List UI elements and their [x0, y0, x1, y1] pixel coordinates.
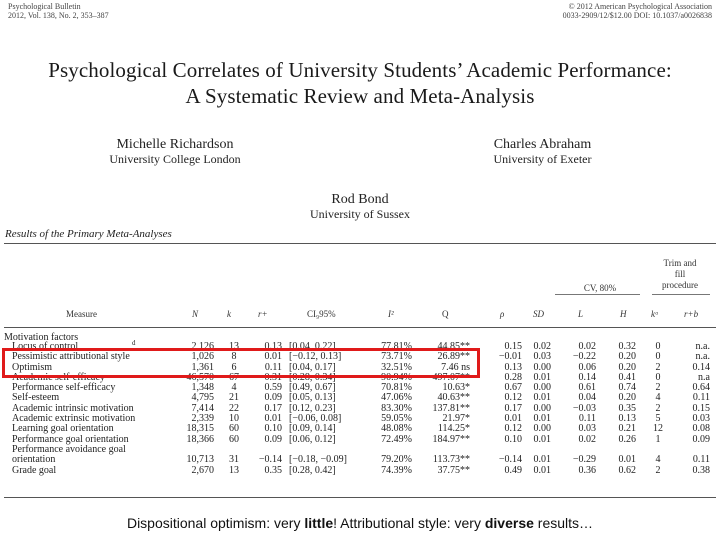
author-affiliation: University College London: [109, 152, 241, 166]
author-affiliation: University of Exeter: [493, 152, 592, 166]
cell-rho: 0.12: [504, 423, 522, 435]
cell-q: 26.89**: [437, 351, 470, 363]
cell-rb: 0.11: [692, 392, 710, 404]
cell-q: 21.97*: [442, 413, 470, 425]
cell-sd: 0.03: [533, 351, 551, 363]
table-row: [4, 455, 716, 465]
cell-i2: 74.39%: [381, 464, 412, 476]
cell-k: 4: [231, 382, 237, 394]
col-header-rb: r+b: [684, 309, 699, 319]
cell-l: 0.11: [578, 413, 596, 425]
cell-k2: 1: [655, 433, 661, 445]
cell-r: 0.59: [264, 382, 282, 394]
cell-ci: [0.04, 0.17]: [289, 361, 336, 373]
cell-measure: Learning goal orientation: [12, 423, 114, 435]
cell-i2: 83.30%: [381, 402, 412, 414]
cell-sd: 0.01: [533, 433, 551, 445]
cell-ci: [−0.18, −0.09]: [289, 454, 347, 466]
cell-rb: n.a.: [695, 351, 710, 363]
cell-l: 0.06: [578, 361, 596, 373]
cell-k: 13: [229, 341, 239, 352]
col-header-k2: kᵃ: [651, 309, 659, 319]
cell-sd: 0.01: [533, 464, 551, 476]
cell-n: 1,026: [191, 351, 214, 363]
cell-measure: Performance goal orientation: [12, 433, 129, 445]
cell-k: 22: [229, 402, 239, 414]
cell-measure: Grade goal: [12, 464, 57, 476]
cell-k2: 12: [653, 423, 663, 435]
trim-rule: [652, 294, 710, 295]
cell-l: 0.02: [578, 433, 596, 445]
cell-rb: 0.64: [692, 382, 710, 394]
cell-measure: orientation: [12, 454, 56, 466]
cell-q: 114.25*: [437, 423, 470, 435]
cell-k: 8: [231, 351, 237, 363]
highlight-box: [2, 348, 480, 378]
cell-q: 10.63*: [442, 382, 470, 394]
table-row: [4, 383, 716, 393]
cell-k2: 4: [655, 454, 661, 466]
author-block: [100, 137, 250, 167]
cell-r: 0.35: [264, 464, 282, 476]
cell-k: 60: [229, 423, 239, 435]
cell-k: 67: [229, 371, 239, 383]
cell-l: 0.14: [578, 371, 596, 383]
cell-r: 0.09: [264, 433, 282, 445]
cell-rho: 0.01: [504, 413, 522, 425]
cell-rb: 0.03: [692, 413, 710, 425]
caption-part3: results…: [533, 515, 594, 531]
cell-rb: 0.15: [692, 402, 710, 414]
cell-sd: 0.01: [533, 413, 551, 425]
cell-l: −0.29: [572, 454, 596, 466]
cell-measure: Performance self-efficacy: [12, 382, 116, 394]
cell-rho: 0.28: [504, 371, 522, 383]
cell-k2: 0: [655, 371, 661, 383]
cell-n: 2,339: [191, 413, 214, 425]
col-header-rho: ρ: [500, 309, 505, 319]
cell-r: −0.14: [258, 454, 282, 466]
cell-sd: 0.00: [533, 361, 551, 373]
cell-r: 0.01: [264, 351, 282, 363]
cell-rho: 0.67: [504, 382, 522, 394]
category-label: Motivation factors: [4, 332, 79, 343]
cell-h: 0.26: [618, 433, 636, 445]
caption-part1: Dispositional optimism: very: [126, 515, 305, 531]
col-header-n: N: [192, 309, 199, 319]
cell-ci: [0.09, 0.14]: [289, 423, 336, 435]
cell-rho: 0.10: [504, 433, 522, 445]
cell-rho: 0.17: [504, 402, 522, 414]
table-top-rule: [4, 243, 716, 244]
cell-measure: Performance avoidance goal: [12, 443, 126, 455]
cell-measure: Locus of control: [12, 341, 79, 352]
author-name: Charles Abraham: [493, 137, 592, 152]
col-header-i2: I²: [388, 309, 394, 319]
cv-group-header: CV, 80%: [583, 283, 617, 293]
cell-measure: Self-esteem: [12, 392, 60, 404]
cell-sd: 0.01: [533, 371, 551, 383]
cell-h: 0.32: [618, 341, 636, 352]
cell-q: 7.46 ns: [441, 361, 470, 373]
cell-h: 0.01: [618, 454, 636, 466]
cell-l: −0.22: [572, 351, 596, 363]
cell-l: 0.04: [578, 392, 596, 404]
table-row: [4, 445, 716, 455]
cell-rb: n.a.: [695, 341, 710, 352]
cell-r: 0.13: [264, 341, 282, 352]
cell-k: 21: [229, 392, 239, 404]
cell-rho: 0.49: [504, 464, 522, 476]
cell-n: 4,795: [191, 392, 214, 404]
cell-ci: [0.04, 0.22]: [289, 341, 336, 352]
cell-n: 1,348: [191, 382, 214, 394]
cell-ci: [0.49, 0.67]: [289, 382, 336, 394]
author-affiliation: University of Sussex: [310, 207, 410, 221]
slide-caption: [0, 515, 720, 531]
cell-l: 0.02: [578, 341, 596, 352]
cell-i2: 59.05%: [381, 413, 412, 425]
cell-sd: 0.00: [533, 382, 551, 394]
cell-i2: 90.94%: [381, 371, 412, 383]
cell-k: 6: [231, 361, 237, 373]
cell-n: 2,670: [191, 464, 214, 476]
cell-k2: 2: [655, 382, 661, 394]
header-bottom-rule: [4, 327, 716, 328]
cell-q: 184.97**: [432, 433, 470, 445]
cell-sd: 0.02: [533, 341, 551, 352]
cell-sup: d: [132, 339, 136, 347]
cell-k: 13: [229, 464, 239, 476]
cell-rho: −0.01: [498, 351, 522, 363]
cell-rb: 0.08: [692, 423, 710, 435]
caption-emphasis-diverse: diverse: [484, 515, 534, 531]
cell-q: 37.75**: [437, 464, 470, 476]
table-row: [4, 466, 716, 476]
cell-ci: [0.12, 0.23]: [289, 402, 336, 414]
cell-rb: n.a: [698, 371, 710, 383]
author-name: Michelle Richardson: [116, 137, 234, 152]
cell-q: 113.73**: [432, 454, 470, 466]
cell-k2: 4: [655, 392, 661, 404]
cell-r: 0.11: [264, 361, 282, 373]
col-header-h: H: [620, 309, 627, 319]
cell-sd: 0.01: [533, 454, 551, 466]
cv-rule: [555, 294, 640, 295]
cell-rho: 0.13: [504, 361, 522, 373]
cell-h: 0.20: [618, 361, 636, 373]
cell-i2: 73.71%: [381, 351, 412, 363]
cell-ci: [0.28, 0.42]: [289, 464, 336, 476]
caption-part2: ! Attributional style: very: [333, 515, 485, 531]
cell-i2: 32.51%: [381, 361, 412, 373]
doi-line: 0033-2909/12/$12.00 DOI: 10.1037/a0026838: [562, 11, 712, 20]
cell-k: 60: [229, 433, 239, 445]
cell-n: 10,713: [186, 454, 214, 466]
col-header-l: L: [578, 309, 584, 319]
cell-sd: 0.00: [533, 402, 551, 414]
cell-r: 0.01: [264, 413, 282, 425]
cell-measure: Academic self-efficacy: [12, 371, 105, 383]
journal-name: Psychological Bulletin: [8, 2, 81, 11]
copyright-line: © 2012 American Psychological Association: [568, 2, 712, 11]
cell-i2: 72.49%: [381, 433, 412, 445]
cell-k2: 5: [655, 413, 661, 425]
cell-n: 18,315: [186, 423, 214, 435]
author-block: [290, 192, 430, 222]
col-header-measure: Measure: [66, 309, 97, 319]
cell-rho: 0.15: [504, 341, 522, 352]
col-header-r: r+: [258, 309, 268, 319]
cell-n: 46,570: [186, 371, 214, 383]
cell-n: 7,414: [191, 402, 214, 414]
col-header-k: k: [227, 309, 231, 319]
author-name: Rod Bond: [331, 192, 389, 207]
cell-rho: −0.14: [498, 454, 522, 466]
author-block: [470, 137, 615, 167]
cell-ci: [−0.12, 0.13]: [289, 351, 342, 363]
cell-k2: 2: [655, 464, 661, 476]
cell-rb: 0.38: [692, 464, 710, 476]
cell-i2: 70.81%: [381, 382, 412, 394]
cell-n: 2,126: [191, 341, 214, 352]
cell-measure: Pessimistic attributional style: [12, 351, 130, 363]
col-header-ci: CI₉95%: [307, 309, 336, 319]
cell-q: 137.81**: [432, 402, 470, 414]
cell-k: 31: [229, 454, 239, 466]
cell-h: 0.13: [618, 413, 636, 425]
cell-h: 0.35: [618, 402, 636, 414]
cell-ci: [−0.06, 0.08]: [289, 413, 342, 425]
journal-header-right: [563, 2, 712, 20]
cell-h: 0.20: [618, 392, 636, 404]
cell-sd: 0.01: [533, 392, 551, 404]
cell-k2: 2: [655, 402, 661, 414]
cell-i2: 47.06%: [381, 392, 412, 404]
cell-h: 0.62: [618, 464, 636, 476]
cell-q: 497.07**: [432, 371, 470, 383]
cell-ci: [0.28, 0.34]: [289, 371, 336, 383]
paper-title-line2: A Systematic Review and Meta-Analysis: [185, 84, 535, 108]
cell-n: 1,361: [191, 361, 214, 373]
cell-i2: 77.81%: [381, 341, 412, 352]
cell-i2: 79.20%: [381, 454, 412, 466]
cell-rb: 0.11: [692, 454, 710, 466]
cell-r: 0.10: [264, 423, 282, 435]
cell-h: 0.20: [618, 351, 636, 363]
cell-sd: 0.00: [533, 423, 551, 435]
cell-h: 0.74: [618, 382, 636, 394]
cell-l: 0.03: [578, 423, 596, 435]
cell-k: 10: [229, 413, 239, 425]
cell-l: 0.61: [578, 382, 596, 394]
cell-h: 0.21: [618, 423, 636, 435]
cell-rb: 0.14: [692, 361, 710, 373]
cell-h: 0.41: [618, 371, 636, 383]
cell-l: −0.03: [572, 402, 596, 414]
cell-rb: 0.09: [692, 433, 710, 445]
cell-q: 44.85**: [437, 341, 470, 352]
cell-n: 18,366: [186, 433, 214, 445]
caption-emphasis-little: little: [304, 515, 334, 531]
cell-q: 40.63**: [437, 392, 470, 404]
col-header-q: Q: [442, 309, 449, 319]
cell-l: 0.36: [578, 464, 596, 476]
cell-measure: Academic extrinsic motivation: [12, 413, 136, 425]
cell-ci: [0.05, 0.13]: [289, 392, 336, 404]
cell-measure: Academic intrinsic motivation: [12, 402, 134, 414]
cell-k2: 0: [655, 341, 661, 352]
trim-fill-header: Trim and fill procedure: [662, 258, 698, 290]
cell-r: 0.09: [264, 392, 282, 404]
journal-header-left: [8, 2, 109, 20]
cell-k2: 2: [655, 361, 661, 373]
cell-k2: 0: [655, 351, 661, 363]
col-header-sd: SD: [533, 309, 544, 319]
journal-volume: 2012, Vol. 138, No. 2, 353–387: [8, 11, 109, 20]
cell-r: 0.31: [264, 371, 282, 383]
table-bottom-rule: [4, 497, 716, 498]
table-title: Results of the Primary Meta-Analyses: [5, 228, 172, 240]
paper-title-line1: Psychological Correlates of University Students’ Academic Performance:: [48, 58, 672, 82]
cell-measure: Optimism: [12, 361, 53, 373]
cell-r: 0.17: [264, 402, 282, 414]
cell-ci: [0.06, 0.12]: [289, 433, 336, 445]
cell-rho: 0.12: [504, 392, 522, 404]
cell-i2: 48.08%: [381, 423, 412, 435]
